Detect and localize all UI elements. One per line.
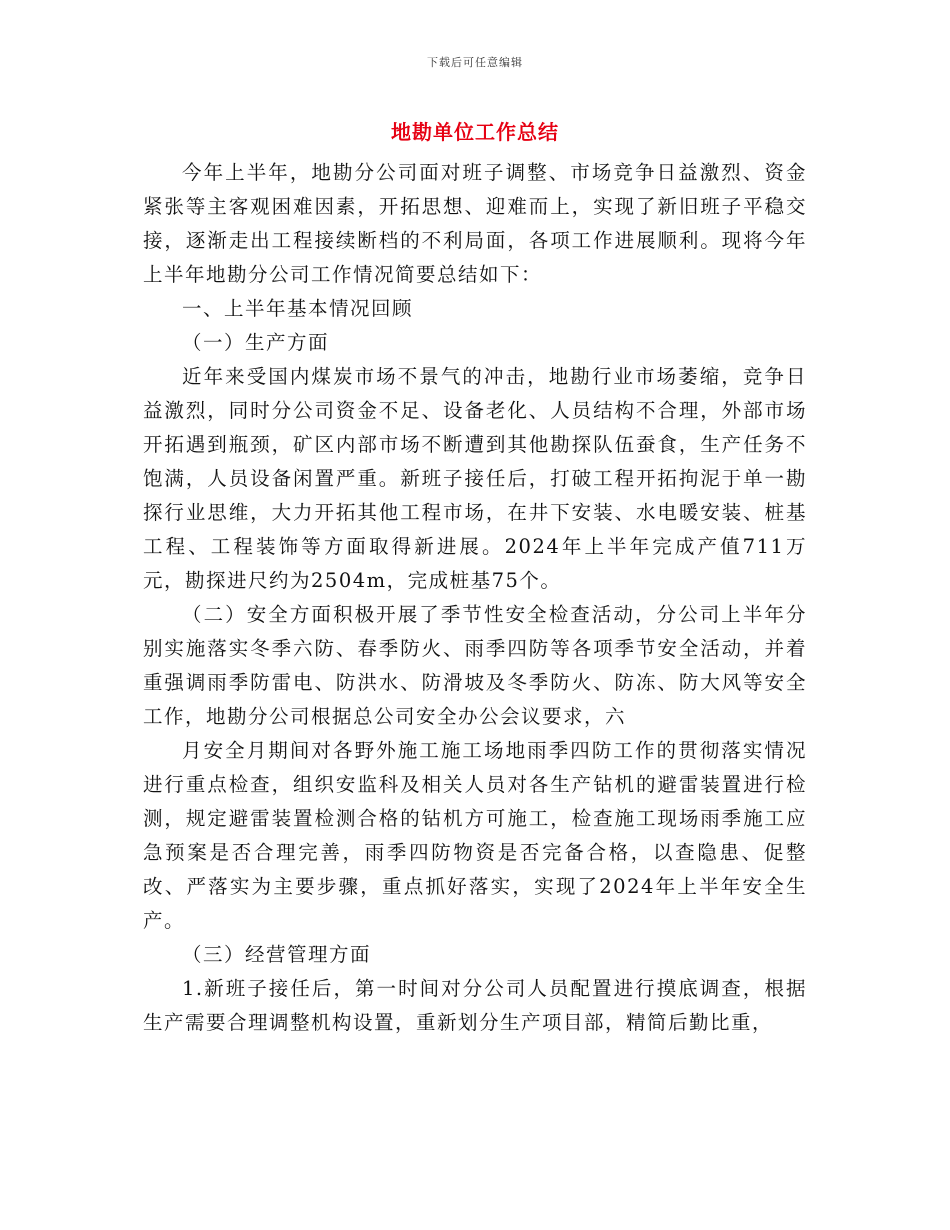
- paragraph-safety: （二）安全方面积极开展了季节性安全检查活动，分公司上半年分别实施落实冬季六防、春季防火、雨季四防等各项季节安全活动，并着重强调雨季防雷电、防洪水、防滑坡及冬季防火、防冻、防大风等安全工作，地勘分公司根据总公司安全办公会议要求，六: [143, 603, 807, 728]
- paragraph-production: 近年来受国内煤炭市场不景气的冲击，地勘行业市场萎缩，竞争日益激烈，同时分公司资金不足、设备老化、人员结构不合理，外部市场开拓遇到瓶颈，矿区内部市场不断遭到其他勘探队伍蚕食，生产任务不饱满，人员设备闲置严重。新班子接任后，打破工程开拓拘泥于单一勘探行业思维，大力开拓其他工程市场，在井下安装、水电暖安装、桩基工程、工程装饰等方面取得新进展。2024年上半年完成产值711万元，勘探进尺约为2504m，完成桩基75个。: [143, 365, 807, 592]
- paragraph-intro: 今年上半年，地勘分公司面对班子调整、市场竞争日益激烈、资金紧张等主客观困难因素，开拓思想、迎难而上，实现了新旧班子平稳交接，逐渐走出工程接续断档的不利局面，各项工作进展顺利。现将今年上半年地勘分公司工作情况简要总结如下：: [143, 161, 807, 286]
- section-heading-1: 一、上半年基本情况回顾: [182, 297, 414, 320]
- header-note: 下载后可任意编辑: [427, 56, 523, 69]
- document-title: 地勘单位工作总结: [391, 120, 559, 144]
- paragraph-safety-continued: 月安全月期间对各野外施工施工场地雨季四防工作的贯彻落实情况进行重点检查，组织安监科及相关人员对各生产钻机的避雷装置进行检测，规定避雷装置检测合格的钻机方可施工，检查施工现场雨季施工应急预案是否合理完善，雨季四防物资是否完备合格，以查隐患、促整改、严落实为主要步骤，重点抓好落实，实现了2024年上半年安全生产。: [143, 739, 807, 932]
- document-body: [143, 156, 807, 1040]
- subsection-heading-management: （三）经营管理方面: [182, 943, 372, 966]
- paragraph-management-1: 1.新班子接任后，第一时间对分公司人员配置进行摸底调查，根据生产需要合理调整机构设置，重新划分生产项目部，精简后勤比重，: [143, 977, 807, 1034]
- subsection-heading-production: （一）生产方面: [182, 331, 330, 354]
